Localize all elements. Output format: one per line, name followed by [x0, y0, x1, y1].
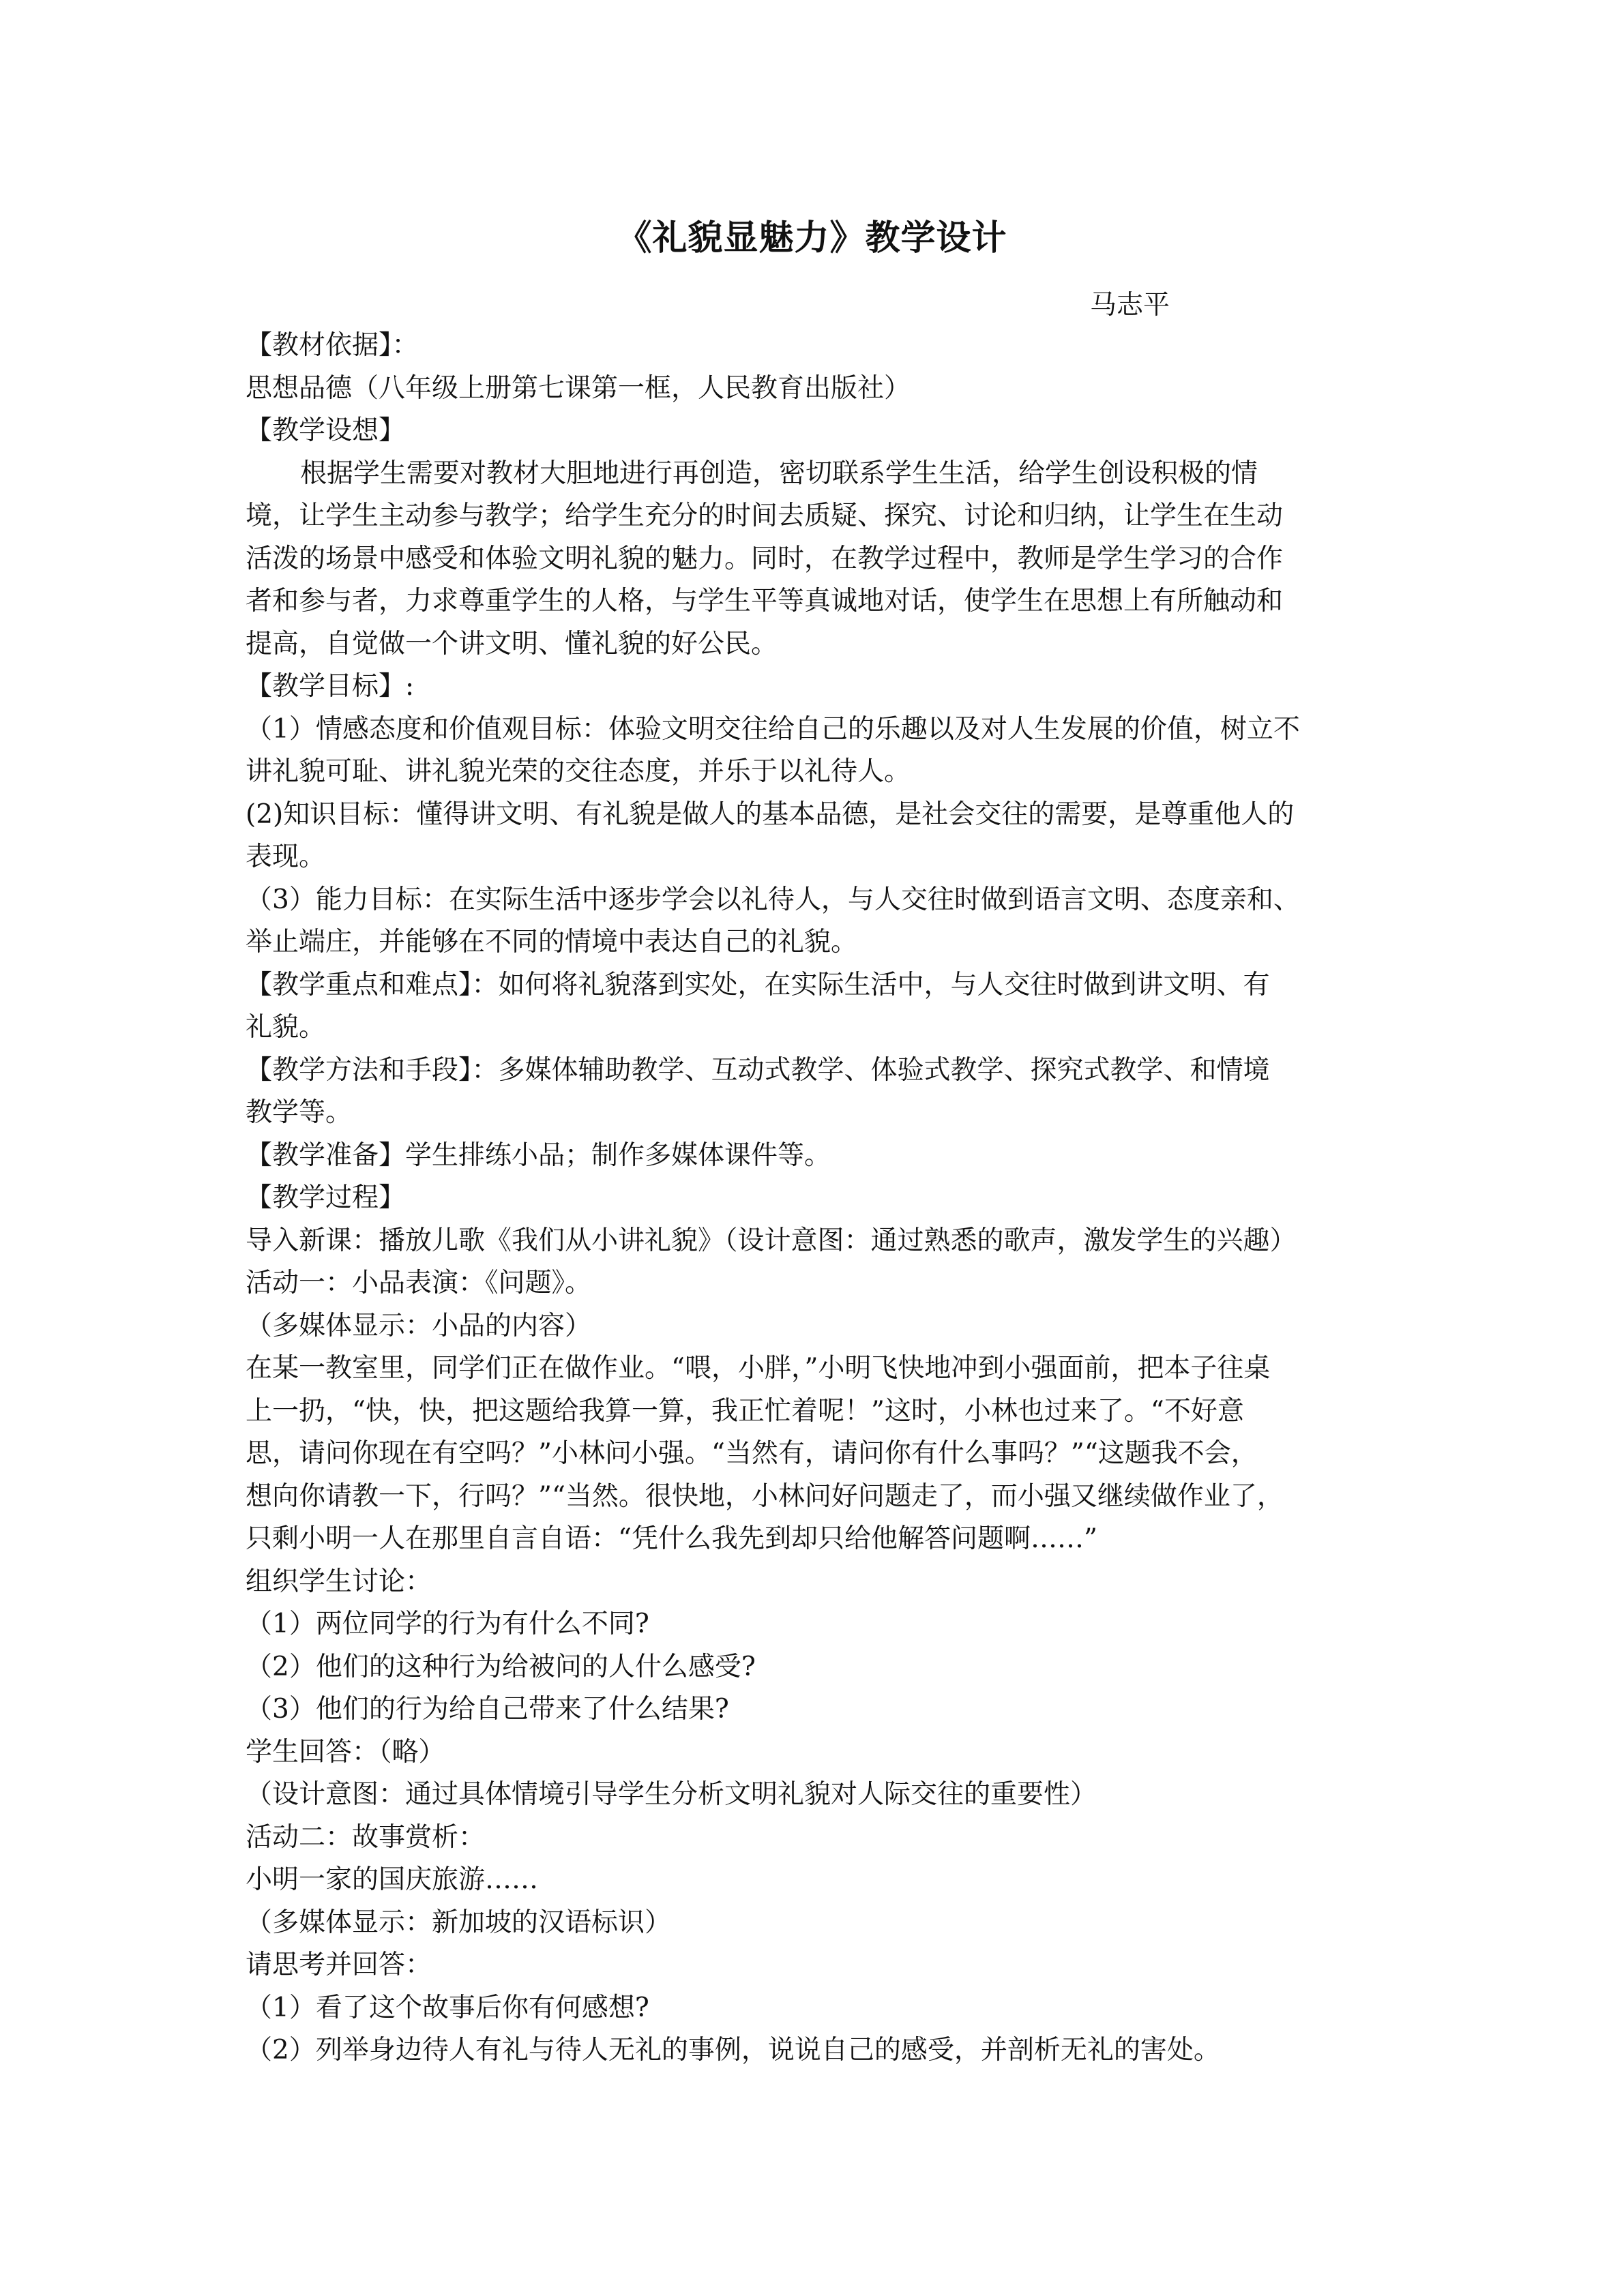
text-line: （1）情感态度和价值观目标：体验文明交往给自己的乐趣以及对人生发展的价值，树立不: [246, 713, 1300, 745]
text-line: 思想品德（八年级上册第七课第一框，人民教育出版社）: [246, 372, 911, 404]
paragraph-line: 根据学生需要对教材大胆地进行再创造，密切联系学生生活，给学生创设积极的情: [300, 458, 1258, 489]
section-heading-materials: 【教材依据】：: [246, 330, 419, 361]
document-body: [246, 325, 1378, 2072]
text-line: 思，请问你现在有空吗？”小林问小强。“当然有，请问你有什么事吗？”“这题我不会，: [246, 1438, 1258, 1469]
text-line: 小明一家的国庆旅游……: [246, 1864, 539, 1895]
section-heading-key-points: 【教学重点和难点】：如何将礼貌落到实处，在实际生活中，与人交往时做到讲文明、有: [246, 969, 1270, 1000]
text-line: 只剩小明一人在那里自言自语：“凭什么我先到却只给他解答问题啊……”: [246, 1523, 1097, 1554]
text-line: 在某一教室里，同学们正在做作业。“喂，小胖，”小明飞快地冲到小强面前，把本子往桌: [246, 1353, 1271, 1384]
text-line: （多媒体显示：新加坡的汉语标识）: [246, 1907, 672, 1938]
section-heading-process: 【教学过程】: [246, 1182, 406, 1213]
section-heading-preparation: 【教学准备】学生排练小品；制作多媒体课件等。: [246, 1139, 831, 1171]
text-line: （2）列举身边待人有礼与待人无礼的事例，说说自己的感受，并剖析无礼的害处。: [246, 2035, 1220, 2066]
paragraph-line: 境，让学生主动参与教学；给学生充分的时间去质疑、探究、讨论和归纳，让学生在生动: [246, 501, 1284, 531]
text-line: 活动一：小品表演：《问题》。: [246, 1268, 592, 1298]
document-author: 马志平: [1090, 290, 1170, 320]
text-line: （2）他们的这种行为给被问的人什么感受?: [246, 1651, 756, 1682]
text-line: 活动二：故事赏析：: [246, 1821, 486, 1853]
text-line: 学生回答：（略）: [246, 1736, 445, 1768]
paragraph-line: 提高，自觉做一个讲文明、懂礼貌的好公民。: [246, 628, 778, 659]
text-line: 礼貌。: [246, 1012, 326, 1043]
paragraph-line: 活泼的场景中感受和体验文明礼貌的魅力。同时，在教学过程中，教师是学生学习的合作: [246, 543, 1284, 574]
text-line: 组织学生讨论：: [246, 1566, 432, 1597]
section-heading-objectives: 【教学目标】:: [246, 671, 415, 702]
text-line: 想向你请教一下，行吗？”“当然。很快地，小林问好问题走了，而小强又继续做作业了，: [246, 1480, 1284, 1512]
text-line: 举止端庄，并能够在不同的情境中表达自己的礼貌。: [246, 927, 858, 957]
text-line: （3）能力目标：在实际生活中逐步学会以礼待人，与人交往时做到语言文明、态度亲和、: [246, 884, 1300, 915]
text-line: (2)知识目标：懂得讲文明、有礼貌是做人的基本品德，是社会交往的需要，是尊重他人的: [246, 799, 1295, 830]
text-line: （设计意图：通过具体情境引导学生分析文明礼貌对人际交往的重要性）: [246, 1779, 1097, 1810]
text-line: 导入新课：播放儿歌《我们从小讲礼貌》（设计意图：通过熟悉的歌声，激发学生的兴趣）: [246, 1225, 1297, 1256]
section-heading-design-idea: 【教学设想】: [246, 415, 406, 446]
text-line: （1）看了这个故事后你有何感想?: [246, 1992, 649, 2023]
text-line: 请思考并回答：: [246, 1950, 432, 1980]
section-heading-methods: 【教学方法和手段】：多媒体辅助教学、互动式教学、体验式教学、探究式教学、和情境: [246, 1054, 1270, 1086]
paragraph-line: 者和参与者，力求尊重学生的人格，与学生平等真诚地对话，使学生在思想上有所触动和: [246, 586, 1284, 616]
text-line: （1）两位同学的行为有什么不同?: [246, 1609, 649, 1639]
text-line: （3）他们的行为给自己带来了什么结果?: [246, 1694, 729, 1725]
text-line: 表现。: [246, 841, 326, 872]
text-line: 上一扔，“快，快，把这题给我算一算，我正忙着呢！”这时，小林也过来了。“不好意: [246, 1395, 1244, 1427]
document-title: 《礼貌显魅力》教学设计: [617, 218, 1007, 258]
text-line: 讲礼貌可耻、讲礼貌光荣的交往态度，并乐于以礼待人。: [246, 756, 911, 787]
text-line: 教学等。: [246, 1097, 353, 1128]
text-line: （多媒体显示：小品的内容）: [246, 1310, 592, 1341]
